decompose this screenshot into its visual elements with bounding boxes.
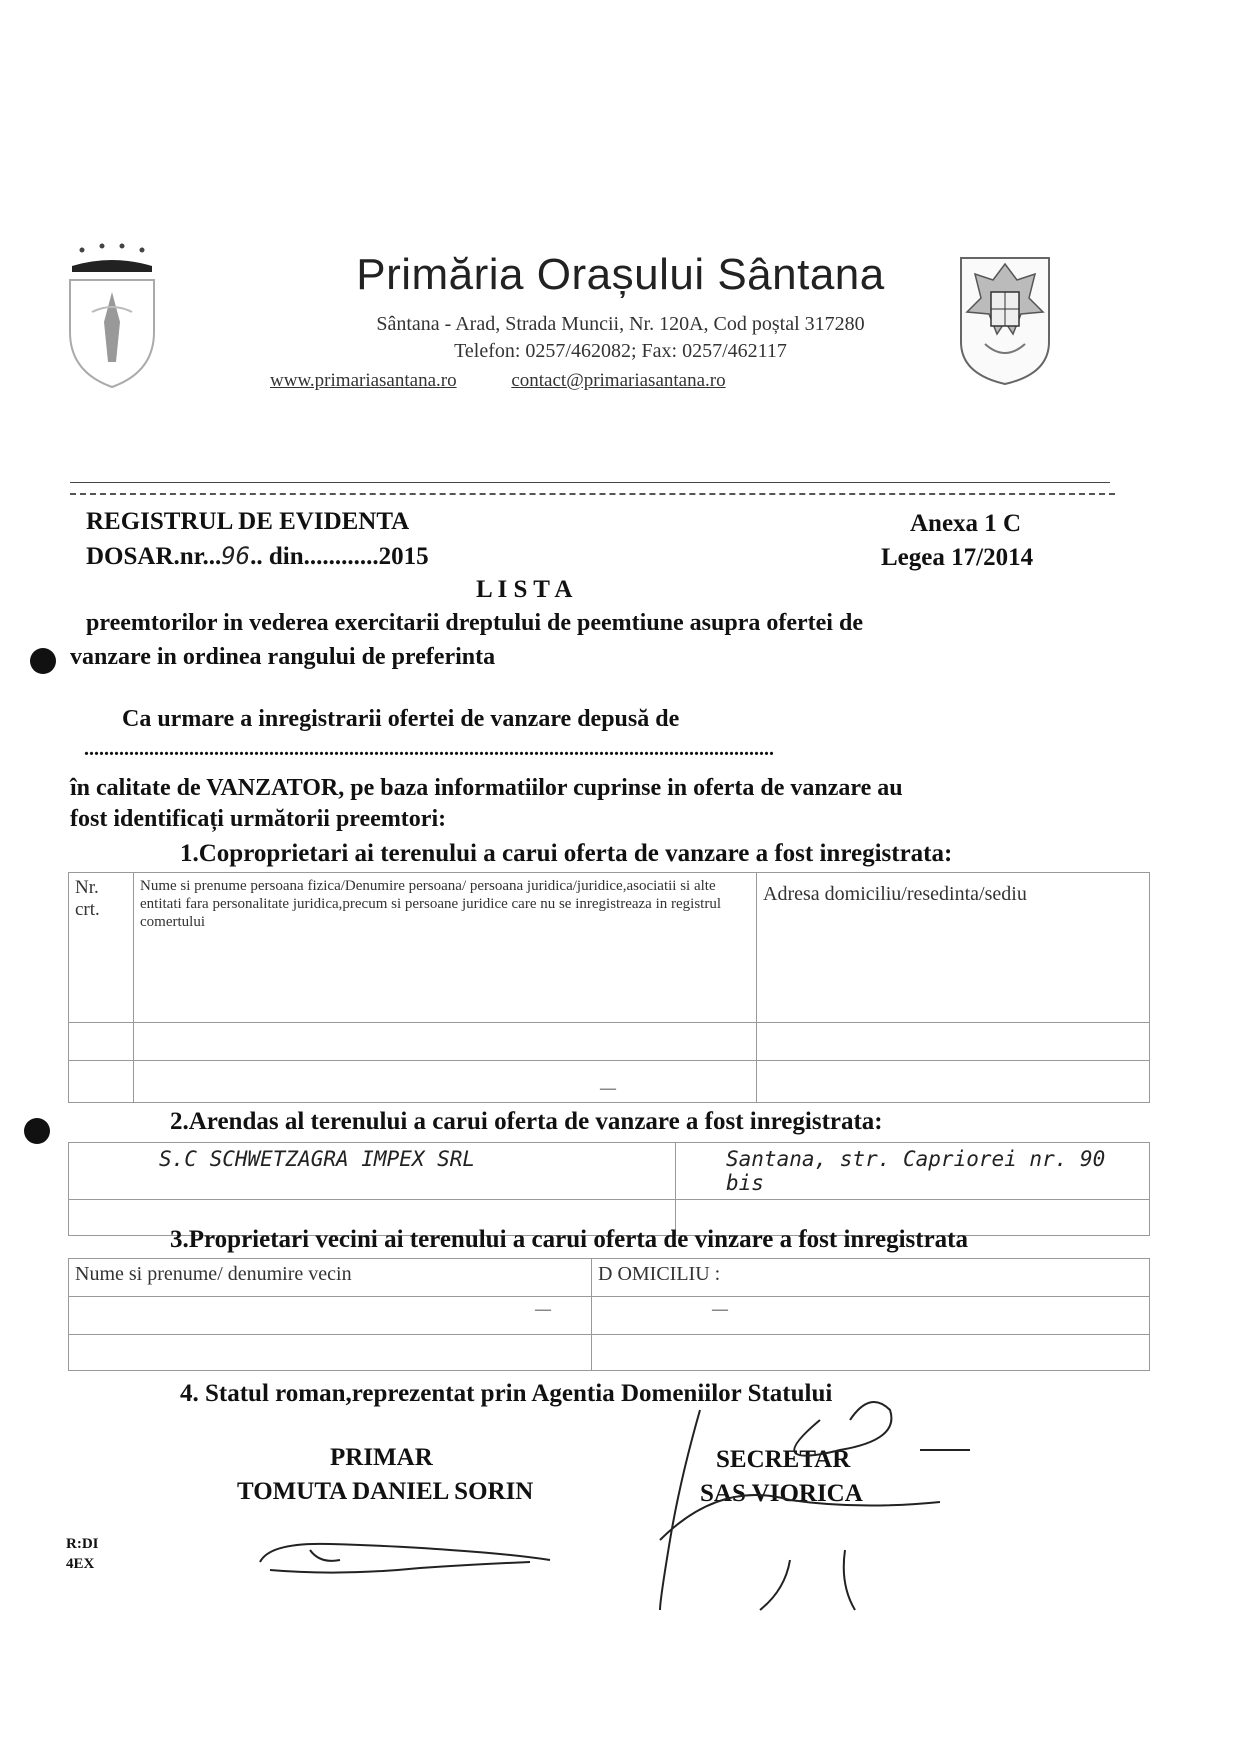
neighbors-row2-address: [592, 1335, 1150, 1371]
neighbors-table: [68, 1258, 1150, 1371]
mayor-name: TOMUTA DANIEL SORIN: [237, 1478, 534, 1505]
list-subtitle-line2: vanzare in ordinea rangului de preferinta: [70, 644, 496, 670]
section3-heading: 3.Proprietari vecini ai terenului a carui oferta de vinzare a fost inregistrata: [170, 1226, 968, 1253]
row1-name: [134, 1023, 757, 1061]
col-name-header: Nume si prenume persoana fizica/Denumire persoana/ persoana juridica/juridice,asociatii si alte entitati fara personalitate juridica,precum si persoane juridice care nu se inregistreaza in registrul comertului: [134, 873, 757, 1023]
tenant-name: S.C SCHWETZAGRA IMPEX SRL: [69, 1143, 676, 1200]
header-dashed-divider: [70, 493, 1115, 495]
tenant-table: [68, 1142, 1150, 1236]
row2-nr: [69, 1061, 134, 1103]
coowners-table: [68, 872, 1150, 1103]
neighbors-col-name: Nume si prenume/ denumire vecin: [69, 1259, 592, 1297]
row1-address: [757, 1023, 1150, 1061]
neighbors-col-address: D OMICILIU :: [592, 1259, 1150, 1297]
intro-line3: fost identificați următorii preemtori:: [70, 806, 447, 832]
secretary-signature: [640, 1390, 1000, 1620]
neighbors-row1-address: —: [592, 1297, 1150, 1335]
neighbors-row1-name: —: [69, 1297, 592, 1335]
contact-links: [270, 370, 870, 392]
section2-heading: 2.Arendas al terenului a carui oferta de vanzare a fost inregistrata:: [170, 1108, 883, 1135]
secretary-title: SECRETAR: [716, 1446, 851, 1473]
dosar-line: [86, 542, 429, 571]
punch-hole-mark: [30, 648, 56, 674]
secretary-name: SAS VIORICA: [700, 1480, 863, 1507]
intro-line1: Ca urmare a inregistrarii ofertei de vanzare depusă de: [122, 706, 680, 732]
mayor-signature: [250, 1530, 560, 1590]
institution-title: Primăria Orașului Sântana: [356, 250, 885, 299]
mayor-title: PRIMAR: [330, 1444, 433, 1471]
dosar-number: 96: [221, 542, 251, 570]
col-address-header: Adresa domiciliu/resedinta/sediu: [757, 873, 1150, 1023]
website-link[interactable]: www.primariasantana.ro: [270, 370, 457, 391]
row1-nr: [69, 1023, 134, 1061]
register-title: REGISTRUL DE EVIDENTA: [86, 508, 410, 535]
institution-address: Sântana - Arad, Strada Muncii, Nr. 120A, Cod poștal 317280: [376, 313, 865, 335]
annex-label: Anexa 1 C: [910, 510, 1022, 537]
dosar-prefix: DOSAR.nr...: [86, 543, 222, 570]
row2-name: —: [134, 1061, 757, 1103]
col-nr-header: Nr. crt.: [69, 873, 134, 1023]
dosar-suffix: .. din............2015: [250, 543, 429, 570]
punch-hole-mark-2: [24, 1118, 50, 1144]
tenant-address: Santana, str. Capriorei nr. 90 bis: [676, 1143, 1150, 1200]
law-label: Legea 17/2014: [881, 544, 1034, 571]
list-title: L I S T A: [476, 576, 573, 603]
header-divider: [70, 482, 1110, 483]
intro-line2: în calitate de VANZATOR, pe baza informatiilor cuprinse in oferta de vanzare au: [70, 775, 903, 801]
list-subtitle-line1: preemtorilor in vederea exercitarii dreptului de peemtiune asupra ofertei de: [86, 610, 863, 636]
footer-code-1: R:DI: [66, 1536, 99, 1552]
institution-phone-fax: Telefon: 0257/462082; Fax: 0257/462117: [454, 340, 787, 362]
section1-heading: 1.Coproprietari ai terenului a carui oferta de vanzare a fost inregistrata:: [180, 840, 953, 867]
row2-address: [757, 1061, 1150, 1103]
section4-text: 4. Statul roman,reprezentat prin Agentia Domeniilor Statului: [180, 1380, 833, 1407]
footer-code-2: 4EX: [66, 1556, 95, 1572]
email-link[interactable]: contact@primariasantana.ro: [511, 370, 726, 391]
neighbors-row2-name: [69, 1335, 592, 1371]
seller-name-dots: ..........................................................................................................................................: [84, 738, 774, 760]
